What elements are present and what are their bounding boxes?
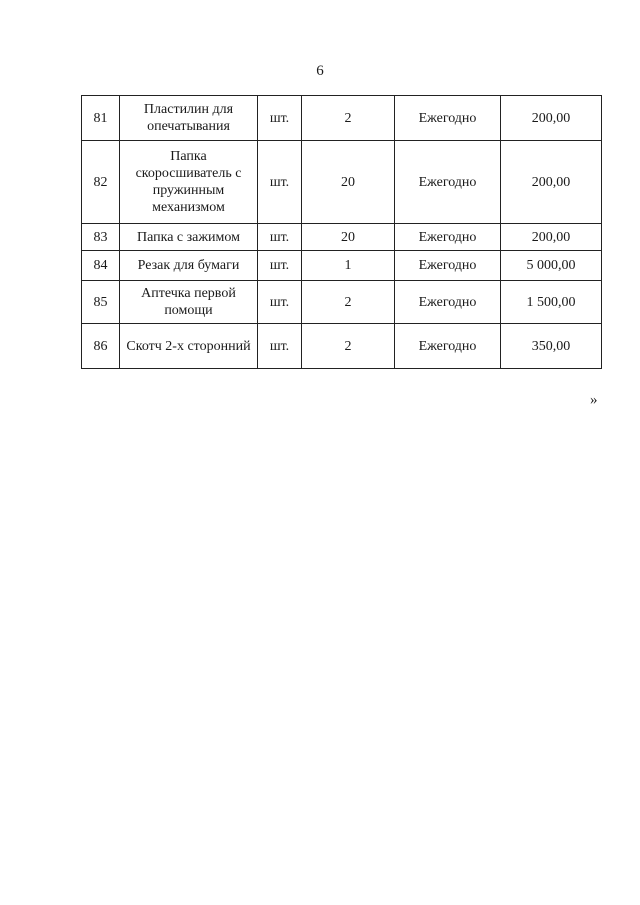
item-name-cell: Аптечка первой помощи bbox=[120, 281, 258, 324]
frequency-cell: Ежегодно bbox=[395, 324, 501, 369]
page-number: 6 bbox=[316, 63, 324, 79]
closing-quote-mark: » bbox=[590, 392, 598, 408]
item-name-cell: Пластилин для опечатывания bbox=[120, 96, 258, 141]
table-row bbox=[82, 324, 602, 369]
price-cell: 200,00 bbox=[501, 96, 602, 141]
row-number-cell: 83 bbox=[82, 224, 120, 251]
row-number-cell: 85 bbox=[82, 281, 120, 324]
unit-cell: шт. bbox=[258, 324, 302, 369]
unit-cell: шт. bbox=[258, 224, 302, 251]
quantity-cell: 20 bbox=[302, 141, 395, 224]
quantity-cell: 2 bbox=[302, 324, 395, 369]
quantity-cell: 1 bbox=[302, 251, 395, 281]
frequency-cell: Ежегодно bbox=[395, 251, 501, 281]
table-row bbox=[82, 281, 602, 324]
unit-cell: шт. bbox=[258, 281, 302, 324]
frequency-cell: Ежегодно bbox=[395, 141, 501, 224]
row-number-cell: 84 bbox=[82, 251, 120, 281]
row-number-cell: 86 bbox=[82, 324, 120, 369]
table-row bbox=[82, 224, 602, 251]
table-row bbox=[82, 96, 602, 141]
row-number-cell: 81 bbox=[82, 96, 120, 141]
unit-cell: шт. bbox=[258, 96, 302, 141]
item-name-cell: Папка с зажимом bbox=[120, 224, 258, 251]
row-number-cell: 82 bbox=[82, 141, 120, 224]
price-cell: 5 000,00 bbox=[501, 251, 602, 281]
frequency-cell: Ежегодно bbox=[395, 96, 501, 141]
item-name-cell: Резак для бумаги bbox=[120, 251, 258, 281]
price-cell: 200,00 bbox=[501, 224, 602, 251]
table-row bbox=[82, 141, 602, 224]
frequency-cell: Ежегодно bbox=[395, 281, 501, 324]
items-table bbox=[81, 95, 602, 369]
item-name-cell: Скотч 2-х сторонний bbox=[120, 324, 258, 369]
unit-cell: шт. bbox=[258, 141, 302, 224]
quantity-cell: 2 bbox=[302, 281, 395, 324]
price-cell: 200,00 bbox=[501, 141, 602, 224]
price-cell: 1 500,00 bbox=[501, 281, 602, 324]
frequency-cell: Ежегодно bbox=[395, 224, 501, 251]
unit-cell: шт. bbox=[258, 251, 302, 281]
item-name-cell: Папка скоросшиватель с пружинным механизмом bbox=[120, 141, 258, 224]
table-row bbox=[82, 251, 602, 281]
quantity-cell: 20 bbox=[302, 224, 395, 251]
quantity-cell: 2 bbox=[302, 96, 395, 141]
price-cell: 350,00 bbox=[501, 324, 602, 369]
